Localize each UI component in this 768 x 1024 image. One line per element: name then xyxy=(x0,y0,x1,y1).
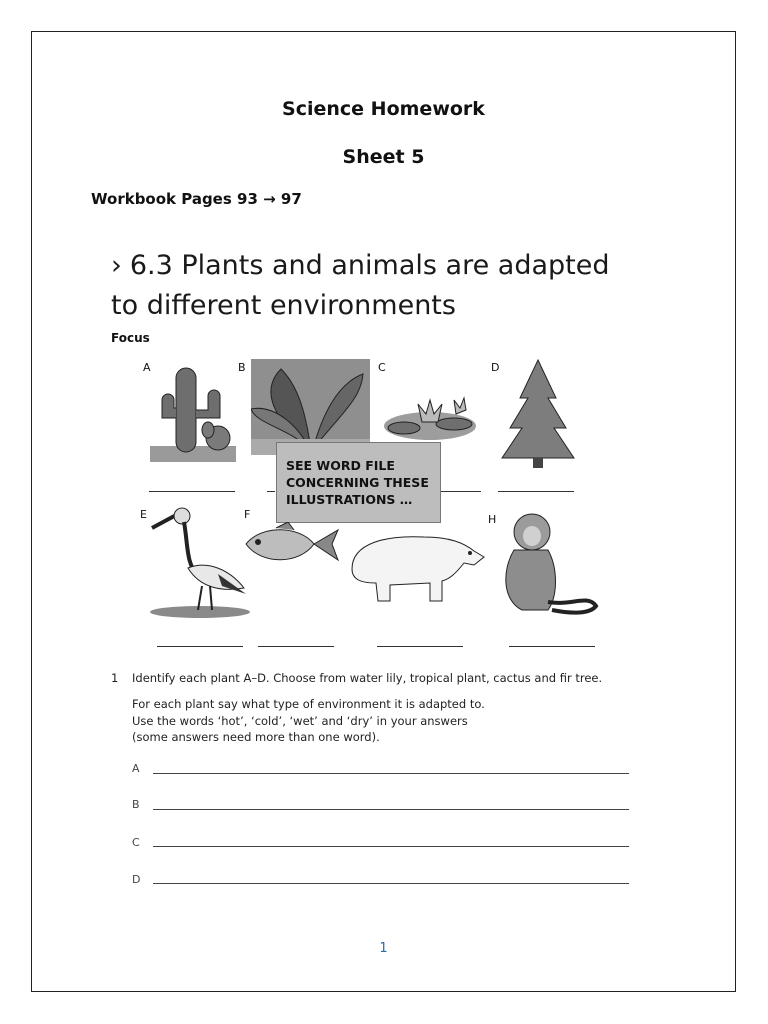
workbook-pages: Workbook Pages 93 → 97 xyxy=(91,190,302,208)
polar-bear-illustration xyxy=(346,529,486,605)
question-prompt: Identify each plant A–D. Choose from water lily, tropical plant, cactus and fir tree. xyxy=(132,671,603,685)
answer-label-a: A xyxy=(132,762,140,775)
answer-line-c[interactable] xyxy=(153,846,629,847)
tropical-plant-illustration xyxy=(251,359,370,455)
answer-line-a[interactable] xyxy=(153,773,629,774)
worksheet-page xyxy=(31,31,736,992)
answer-blank-a xyxy=(149,491,235,492)
answer-blank-c xyxy=(441,491,481,492)
cactus-illustration xyxy=(146,358,240,468)
focus-label: Focus xyxy=(111,331,150,345)
fish-illustration xyxy=(242,522,342,572)
fir-tree-illustration xyxy=(498,358,578,470)
instruction-line-2: Use the words ‘hot’, ‘cold’, ‘wet’ and ‘dry’ in your answers xyxy=(132,713,468,728)
label-h: H xyxy=(488,513,497,526)
note-line-1: SEE WORD FILE xyxy=(286,458,395,473)
note-line-2: CONCERNING THESE xyxy=(286,475,429,490)
answer-blank-b xyxy=(267,491,275,492)
label-b: B xyxy=(238,361,246,374)
label-a: A xyxy=(143,361,151,374)
heading-line-1: 6.3 Plants and animals are adapted xyxy=(129,250,610,281)
instruction-line-1: For each plant say what type of environment it is adapted to. xyxy=(132,697,485,711)
answer-label-c: C xyxy=(132,836,140,849)
answer-blank-f xyxy=(258,646,334,647)
answer-label-d: D xyxy=(132,873,141,886)
label-c: C xyxy=(378,361,386,374)
answer-blank-e xyxy=(157,646,243,647)
question-number: 1 xyxy=(111,671,119,685)
monkey-illustration xyxy=(492,510,602,618)
document-title: Science Homework xyxy=(282,98,485,120)
stork-illustration xyxy=(148,504,254,620)
label-e: E xyxy=(140,508,147,521)
page-number: 1 xyxy=(379,941,388,956)
heading-line-2: to different environments xyxy=(111,290,456,321)
question-instructions xyxy=(132,696,485,746)
section-heading xyxy=(111,246,610,326)
label-d: D xyxy=(491,361,500,374)
sheet-number: Sheet 5 xyxy=(342,146,425,168)
answer-line-b[interactable] xyxy=(153,809,629,810)
instruction-line-3: (some answers need more than one word). xyxy=(132,730,380,744)
answer-label-b: B xyxy=(132,798,140,811)
label-f: F xyxy=(244,508,251,521)
illustration-note xyxy=(276,442,441,523)
answer-line-d[interactable] xyxy=(153,883,629,884)
answer-blank-g xyxy=(377,646,463,647)
chevron-right-icon: › xyxy=(111,250,122,281)
note-line-3: ILLUSTRATIONS … xyxy=(286,492,413,507)
answer-blank-d xyxy=(498,491,574,492)
answer-blank-h xyxy=(509,646,595,647)
